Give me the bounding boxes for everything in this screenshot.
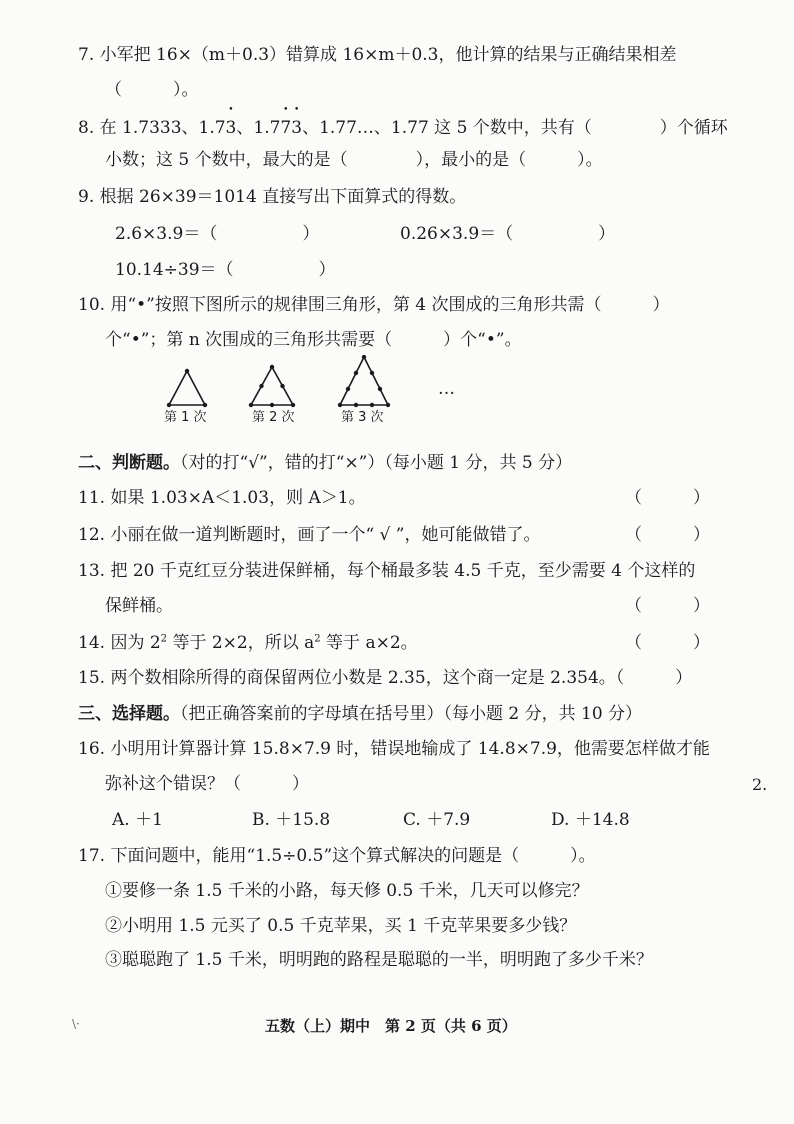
q13-answer-paren: （ ） xyxy=(625,596,710,616)
q9-item-a: 2.6×3.9＝（ ） xyxy=(115,224,320,244)
q8-line2: 小数；这 5 个数中，最大的是（ ），最小的是（ ）。 xyxy=(105,150,603,170)
q11-text: 11. 如果 1.03×A＜1.03，则 A＞1。 xyxy=(78,488,366,508)
triangle-2-label: 第 2 次 xyxy=(252,410,295,425)
q14-part-c: 等于 a×2。 xyxy=(320,633,418,653)
triangle-2 xyxy=(249,365,295,407)
section-3-heading xyxy=(78,703,642,725)
q10-ellipsis: … xyxy=(438,379,455,399)
q16-option-d: D. ＋14.8 xyxy=(551,810,630,830)
page-footer: 五数（上）期中 第 2 页（共 6 页） xyxy=(265,1017,517,1035)
section-2-title: 二、判断题。 xyxy=(78,453,180,473)
triangle-3-label: 第 3 次 xyxy=(341,410,384,425)
section-2-note: （对的打“√”，错的打“×”）（每小题 1 分，共 5 分） xyxy=(180,453,573,473)
q16-option-a: A. ＋1 xyxy=(112,810,163,830)
q14-text xyxy=(78,632,418,654)
q14-exponent: 2 xyxy=(314,633,321,645)
q17-item-3: ③聪聪跑了 1.5 千米，明明跑的路程是聪聪的一半，明明跑了多少千米？ xyxy=(105,950,653,970)
q8-suffix: 、1.77…、1.77 这 5 个数中，共有（ ）个循环 xyxy=(302,118,728,138)
q13-line2: 保鲜桶。 xyxy=(105,596,173,616)
q10-line1: 10. 用“•”按照下图所示的规律围三角形，第 4 次围成的三角形共需（ ） xyxy=(78,295,670,315)
q7-line2: （ ）。 xyxy=(105,80,199,100)
q11-answer-paren: （ ） xyxy=(625,488,710,508)
q13-line1: 13. 把 20 千克红豆分装进保鲜桶，每个桶最多装 4.5 千克，至少需要 4 个这样的 xyxy=(78,561,696,581)
q16-option-b: B. ＋15.8 xyxy=(252,810,331,830)
q8-repeating-digit: • 3 xyxy=(291,117,302,139)
triangle-3 xyxy=(338,355,390,407)
q14-part-b: 等于 2×2，所以 a xyxy=(167,633,315,653)
q16-option-c: C. ＋7.9 xyxy=(403,810,471,830)
q14-exponent: 2 xyxy=(160,633,168,645)
triangle-1-label: 第 1 次 xyxy=(164,410,207,425)
q17-item-2: ②小明用 1.5 元买了 0.5 千克苹果，买 1 千克苹果要多少钱？ xyxy=(105,916,577,936)
q8-line1 xyxy=(78,117,728,139)
q9-item-b: 0.26×3.9＝（ ） xyxy=(400,224,616,244)
q12-text: 12. 小丽在做一道判断题时，画了一个“ √ ”，她可能做错了。 xyxy=(78,525,541,545)
q9-line1: 9. 根据 26×39＝1014 直接写出下面算式的得数。 xyxy=(78,187,467,207)
q8-mid: 、1.7 xyxy=(236,118,281,138)
q15-text: 15. 两个数相除所得的商保留两位小数是 2.35，这个商一定是 2.354。（ ） xyxy=(78,668,693,688)
triangle-pattern-figure xyxy=(155,355,475,415)
q14-answer-paren: （ ） xyxy=(625,633,710,653)
section-2-heading xyxy=(78,452,572,474)
q8-repeating-digit: • 7 xyxy=(280,117,291,139)
q8-prefix: 8. 在 1.7333、1.7 xyxy=(78,118,226,138)
left-margin-mark: \· xyxy=(72,1017,80,1031)
section-3-title: 三、选择题。 xyxy=(78,704,180,724)
right-margin-mark: 2. xyxy=(752,775,768,794)
q9-item-c: 10.14÷39＝（ ） xyxy=(115,260,336,280)
section-3-note: （把正确答案前的字母填在括号里）（每小题 2 分，共 10 分） xyxy=(180,704,643,724)
q16-line2: 弥补这个错误？（ ） xyxy=(105,774,309,794)
q17-line1: 17. 下面问题中，能用“1.5÷0.5”这个算式解决的问题是（ ）。 xyxy=(78,846,596,866)
q8-repeating-digit: • 3 xyxy=(226,117,237,139)
q17-item-1: ①要修一条 1.5 千米的小路，每天修 0.5 千米，几天可以修完？ xyxy=(105,881,589,901)
triangle-1 xyxy=(167,369,207,407)
q7-line1: 7. 小军把 16×（m＋0.3）错算成 16×m＋0.3，他计算的结果与正确结果相差 xyxy=(78,45,677,65)
q10-line2: 个“•”；第 n 次围成的三角形共需要（ ）个“•”。 xyxy=(105,330,522,350)
q14-part-a: 14. 因为 2 xyxy=(78,633,161,653)
q12-answer-paren: （ ） xyxy=(625,525,710,545)
q16-line1: 16. 小明用计算器计算 15.8×7.9 时，错误地输成了 14.8×7.9，他需要怎样做才能 xyxy=(78,739,710,759)
